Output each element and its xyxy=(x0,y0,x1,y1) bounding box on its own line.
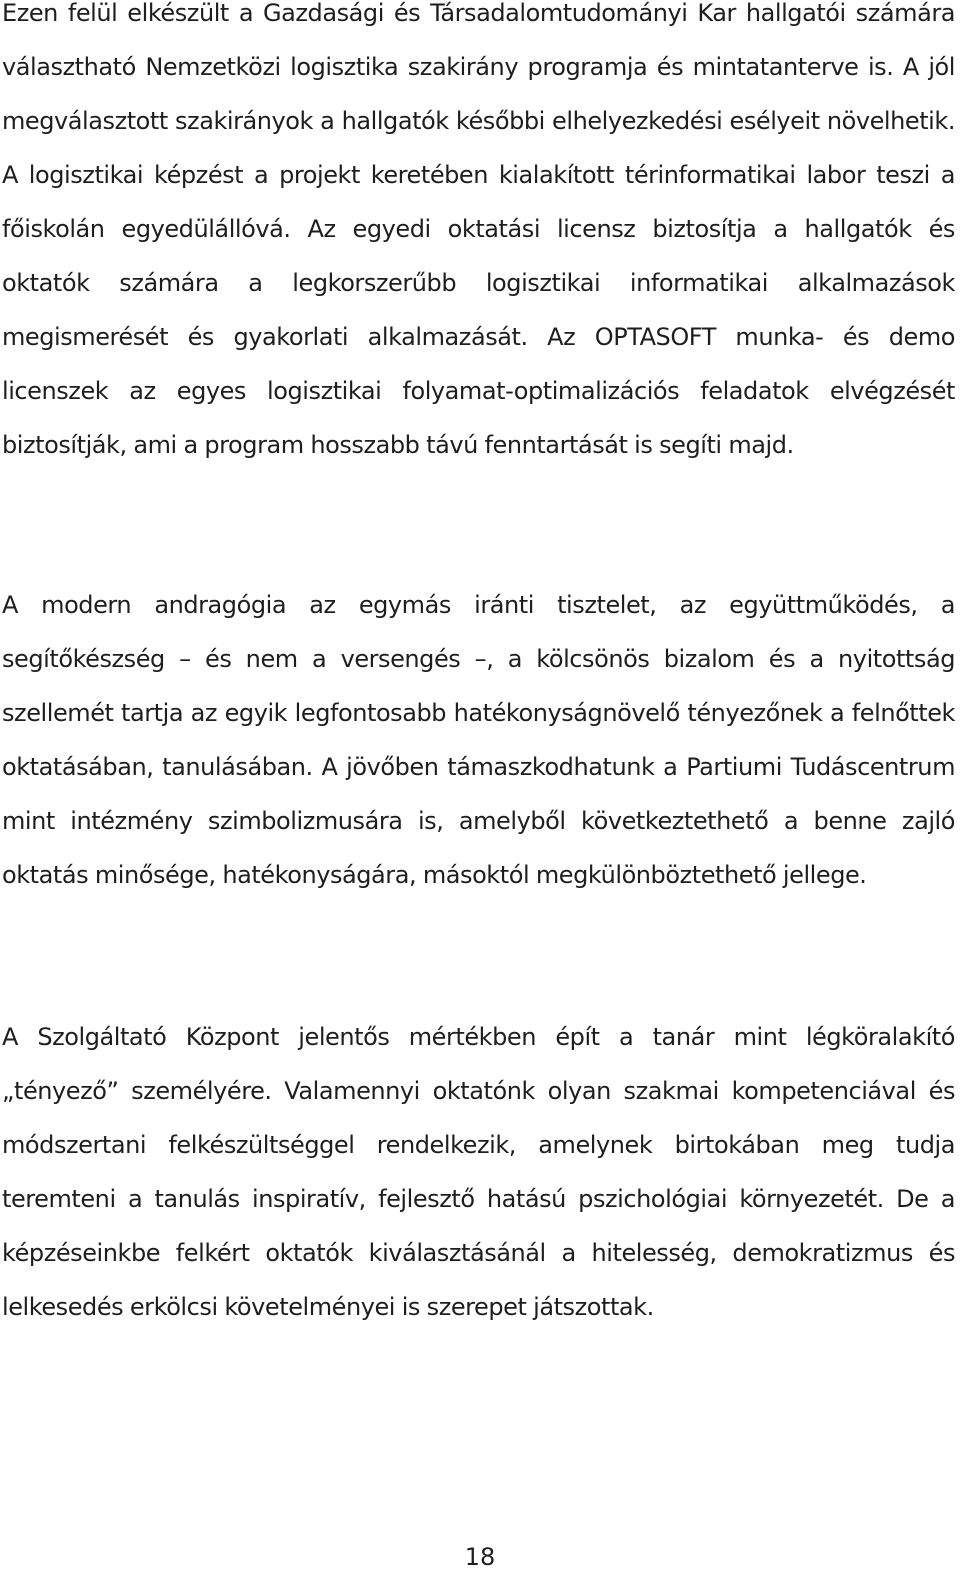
page-number: 18 xyxy=(464,1543,496,1571)
paragraph-logistics-program: Ezen felül elkészült a Gazdasági és Társadalomtudományi Kar hallgatói számára választható Nemzetközi logisztika szakirány programja és mintatanterve is. A jól megválasztott szakirányok a hallgatók későbbi elhelyezkedési esélyeit növelhetik. A logisztikai képzést a projekt keretében kialakított térinformatikai labor teszi a főiskolán egyedülállóvá. Az egyedi oktatási licensz biztosítja a hallgatók és oktatók számára a legkorszerűbb logisztikai informatikai alkalmazások megismerését és gyakorlati alkalmazását. Az OPTASOFT munka- és demo licenszek az egyes logisztikai folyamat-optimalizációs feladatok elvégzését biztosítják, ami a program hosszabb távú fenntartását is segíti majd. xyxy=(2,0,955,459)
paragraph-service-center: A Szolgáltató Központ jelentős mértékben épít a tanár mint légköralakító „tényező” személyére. Valamennyi oktatónk olyan szakmai kompetenciával és módszertani felkészültséggel rendelkezik, amelynek birtokában meg tudja teremteni a tanulás inspiratív, fejlesztő hatású pszichológiai környezetét. De a képzéseinkbe felkért oktatók kiválasztásánál a hitelesség, demokratizmus és lelkesedés erkölcsi követelményei is szerepet játszottak. xyxy=(2,1023,955,1321)
paragraph-modern-andragogy: A modern andragógia az egymás iránti tisztelet, az együttműködés, a segítőkészség – és nem a versengés –, a kölcsönös bizalom és a nyitottság szellemét tartja az egyik legfontosabb hatékonyságnövelő tényezőnek a felnőttek oktatásában, tanulásában. A jövőben támaszkodhatunk a Partiumi Tudáscentrum mint intézmény szimbolizmusára is, amelyből következtethető a benne zajló oktatás minősége, hatékonyságára, másoktól megkülönböztethető jellege. xyxy=(2,591,955,889)
